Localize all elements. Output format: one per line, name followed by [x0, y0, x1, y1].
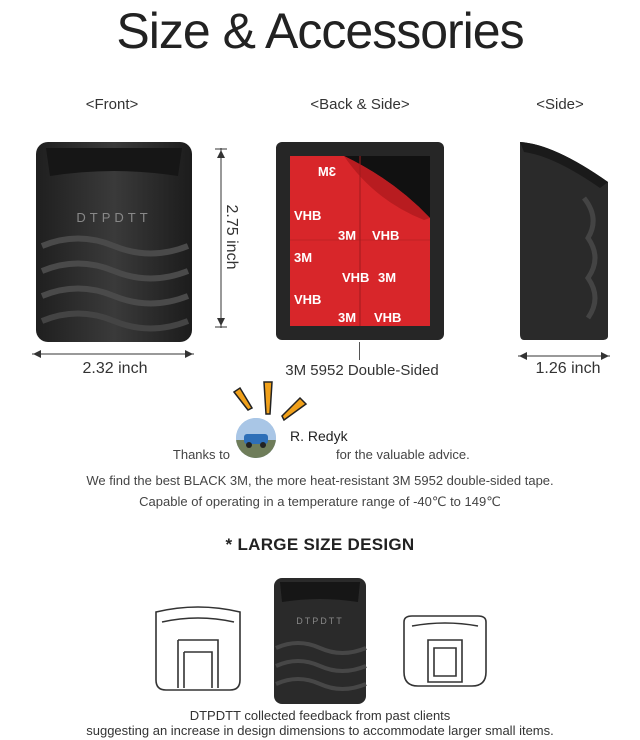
tape-mark: VHB: [294, 208, 322, 223]
back-side-view-label: <Back & Side>: [310, 96, 410, 113]
tape-mark: 3M: [378, 270, 397, 285]
height-dimension-label: 2.75 inch: [223, 204, 240, 270]
tape-mark: VHB: [342, 270, 370, 285]
depth-dimension-label: 1.26 inch: [535, 360, 601, 377]
back-product-image: [274, 140, 446, 342]
footer-line: DTPDTT collected feedback from past clients: [189, 708, 451, 723]
avatar: [236, 418, 276, 458]
front-view-label: <Front>: [85, 96, 139, 113]
side-product-image: [514, 138, 614, 344]
tape-mark: VHB: [374, 310, 402, 325]
info-line: We find the best BLACK 3M, the more heat-resistant 3M 5952 double-sided tape.: [86, 473, 554, 488]
thanks-suffix: for the valuable advice.: [336, 447, 470, 462]
advisor-name: R. Redyk: [290, 428, 348, 444]
front-brand-text: DTPDTT: [76, 210, 152, 225]
thanks-prefix: Thanks to: [172, 447, 230, 462]
width-dimension-line: [32, 348, 194, 360]
tape-mark: VHB: [294, 292, 322, 307]
front-product-image: [28, 136, 198, 346]
width-dimension-label: 2.32 inch: [82, 360, 148, 377]
tape-mark: 3M: [317, 164, 336, 179]
side-view-label: <Side>: [536, 96, 584, 113]
tape-mark: 3M: [338, 228, 357, 243]
large-brand-text: DTPDTT: [296, 616, 344, 626]
tape-pointer-line: [359, 342, 360, 360]
info-line: Capable of operating in a temperature range of -40℃ to 149℃: [139, 494, 501, 509]
large-holder-product-image: [270, 576, 370, 706]
tape-mark: 3M: [294, 250, 313, 265]
tape-mark: 3M: [338, 310, 357, 325]
holder-top-view-outline-image: [398, 612, 492, 690]
tape-mark: VHB: [372, 228, 400, 243]
tape-caption: 3M 5952 Double-Sided: [285, 362, 439, 379]
small-holder-outline-image: [150, 600, 246, 696]
footer-line: suggesting an increase in design dimensions to accommodate larger small items.: [86, 723, 554, 738]
highlight-rays-icon: [226, 378, 316, 426]
large-size-heading: * LARGE SIZE DESIGN: [225, 535, 415, 554]
page-title: Size & Accessories: [116, 3, 524, 59]
